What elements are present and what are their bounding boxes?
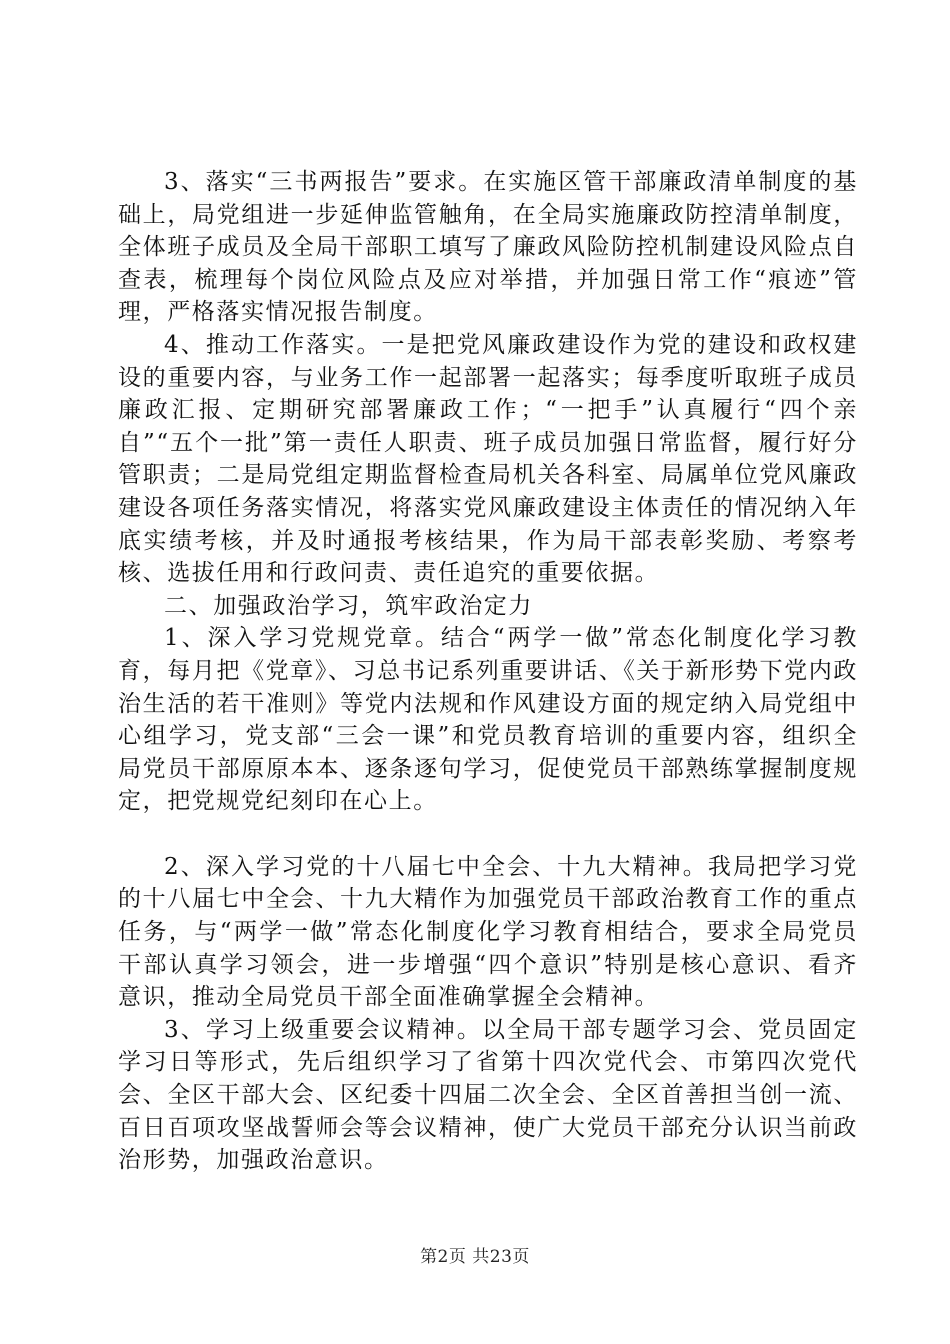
- paragraph-implement-reports: 3、落实“三书两报告”要求。在实施区管干部廉政清单制度的基础上，局党组进一步延伸监管触角，在全局实施廉政防控清单制度，全体班子成员及全局干部职工填写了廉政风险防控机制建设风险点自查表，梳理每个岗位风险点及应对举措，并加强日常工作“痕迹”管理，严格落实情况报告制度。: [118, 169, 858, 326]
- paragraph-gap: [118, 818, 858, 851]
- page-number-footer: 第2页 共23页: [420, 1247, 530, 1267]
- paragraph-study-meeting-spirit: 3、学习上级重要会议精神。以全局干部专题学习会、党员固定学习日等形式，先后组织学习了省第十四次党代会、市第四次党代会、全区干部大会、区纪委十四届二次全会、全区首善担当创一流、百日百项攻坚战誓师会等会议精神，使广大党员干部充分认识当前政治形势，加强政治意识。: [118, 1016, 858, 1174]
- paragraph-study-party-rules: 1、深入学习党规党章。结合“两学一做”常态化制度化学习教育，每月把《党章》、习总书记系列重要讲话、《关于新形势下党内政治生活的若干准则》等党内法规和作风建设方面的规定纳入局党组中心组学习，党支部“三会一课”和党员教育培训的重要内容，组织全局党员干部原原本本、逐条逐句学习，促使党员干部熟练掌握制度规定，把党规党纪刻印在心上。: [118, 625, 858, 815]
- section-heading-political-study: 二、加强政治学习，筑牢政治定力: [164, 592, 533, 619]
- document-body: [118, 166, 858, 1177]
- paragraph-study-congress-spirit: 2、深入学习党的十八届七中全会、十九大精神。我局把学习党的十八届七中全会、十九大精作为加强党员干部政治教育工作的重点任务，与“两学一做”常态化制度化学习教育相结合，要求全局党员干部认真学习领会，进一步增强“四个意识”特别是核心意识、看齐意识，推动全局党员干部全面准确掌握全会精神。: [118, 853, 858, 1011]
- paragraph-promote-work: 4、推动工作落实。一是把党风廉政建设作为党的建设和政权建设的重要内容，与业务工作一起部署一起落实；每季度听取班子成员廉政汇报、定期研究部署廉政工作；“一把手”认真履行“四个亲自”“五个一批”第一责任人职责、班子成员加强日常监督，履行好分管职责；二是局党组定期监督检查局机关各科室、局属单位党风廉政建设各项任务落实情况，将落实党风廉政建设主体责任的情况纳入年底实绩考核，并及时通报考核结果，作为局干部表彰奖励、考察考核、选拔任用和行政问责、责任追究的重要依据。: [118, 331, 858, 587]
